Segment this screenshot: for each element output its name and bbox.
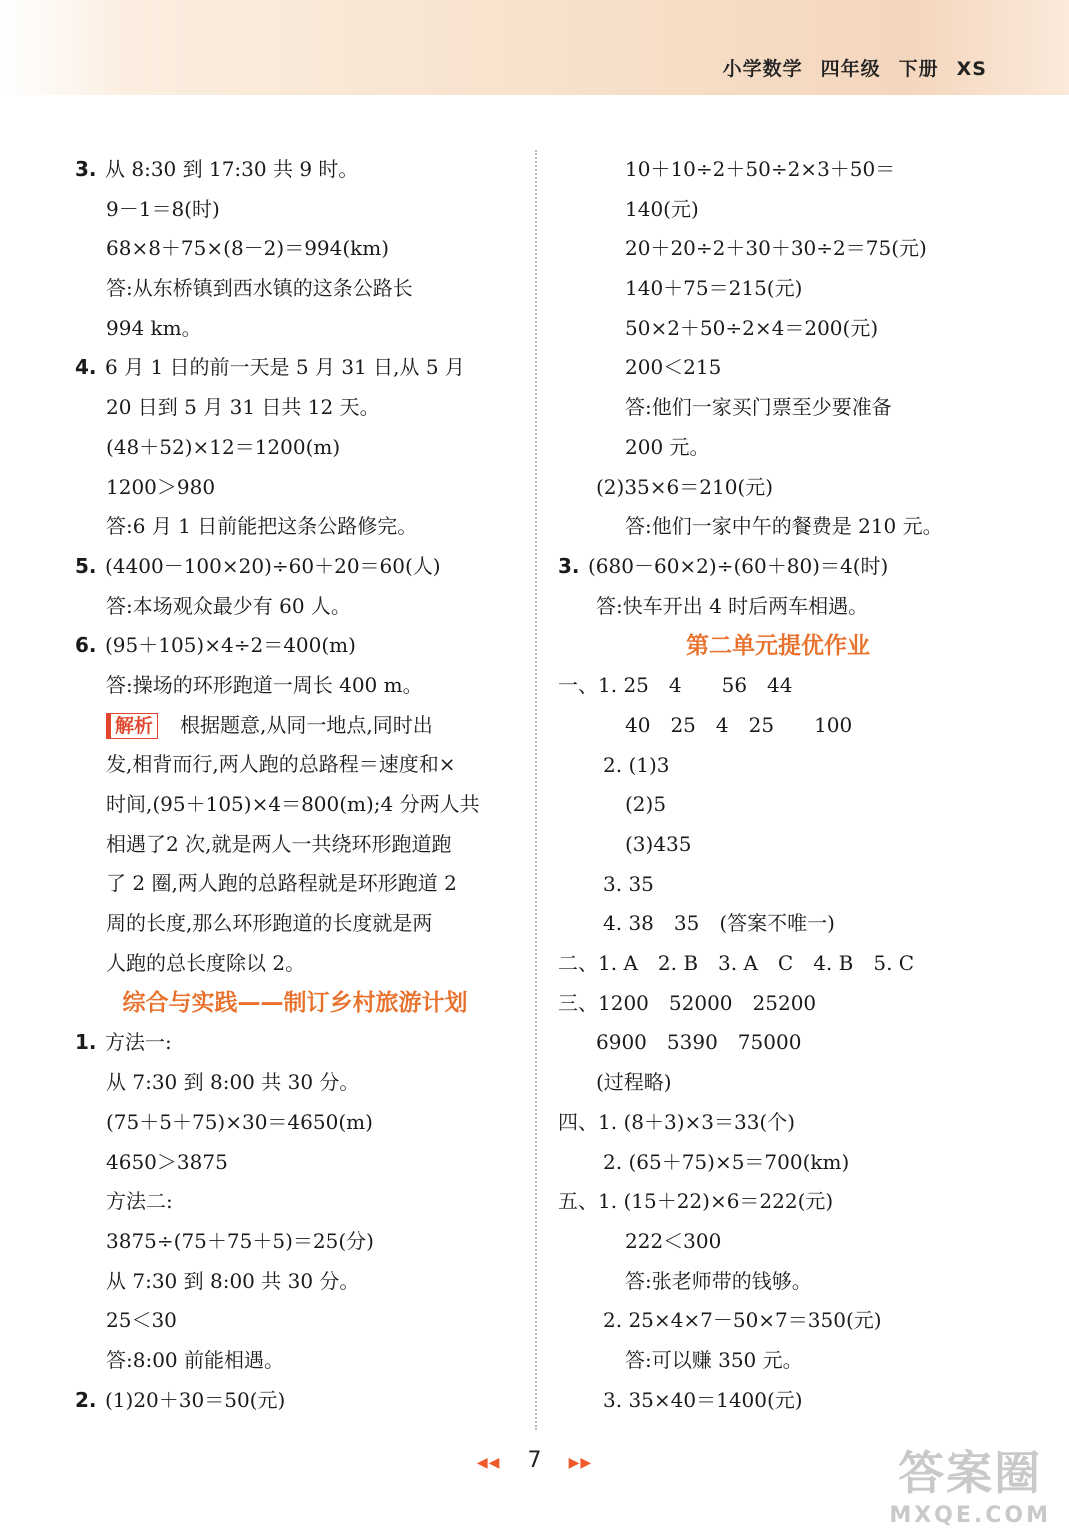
answer-line <box>558 944 998 984</box>
answer-line <box>558 666 998 706</box>
answer-line <box>558 865 998 905</box>
answer-line <box>75 825 515 865</box>
answer-line <box>558 1103 998 1143</box>
answer-text: 方法一: <box>105 1030 172 1055</box>
answer-text: 200＜215 <box>625 355 722 380</box>
answer-text: 时间,(95＋105)×4＝800(m);4 分两人共 <box>106 792 480 816</box>
answer-text: 20 日到 5 月 31 日共 12 天。 <box>106 395 380 420</box>
answer-text: 方法二: <box>106 1189 173 1214</box>
answer-text: 答:可以赚 350 元。 <box>625 1347 803 1372</box>
book-header <box>705 54 987 81</box>
answer-line <box>558 229 998 269</box>
answer-text: 答:快车开出 4 时后两车相遇。 <box>596 593 869 618</box>
question-number: 5. <box>75 553 97 578</box>
right-column <box>558 150 998 1420</box>
answer-text: 2. 25×4×7－50×7＝350(元) <box>603 1308 882 1333</box>
answer-text: (2)5 <box>625 792 667 817</box>
answer-text: 140(元) <box>625 196 699 221</box>
answer-line <box>75 1143 515 1183</box>
answer-text: 2. (65＋75)×5＝700(km) <box>603 1149 850 1174</box>
answer-line <box>558 269 998 309</box>
left-column <box>75 150 515 1420</box>
answer-line <box>558 468 998 508</box>
answer-text: 答:他们一家买门票至少要准备 <box>625 395 892 420</box>
answer-line <box>75 1222 515 1262</box>
answer-text: 答:6 月 1 日前能把这条公路修完。 <box>106 514 418 539</box>
answer-text: 6 月 1 日的前一天是 5 月 31 日,从 5 月 <box>105 355 465 380</box>
analysis-tag: 解析 <box>106 713 158 739</box>
answer-line <box>75 309 515 349</box>
answer-line <box>558 348 998 388</box>
question-number: 1. <box>75 1030 97 1055</box>
answer-text: 三、1200 52000 25200 <box>558 990 817 1015</box>
answer-line <box>75 1063 515 1103</box>
answer-line <box>75 864 515 904</box>
answer-text: 2. (1)3 <box>603 752 670 777</box>
answer-text: (1)20＋30＝50(元) <box>105 1387 286 1412</box>
header-grade: 四年级 <box>820 58 881 80</box>
answer-line <box>558 706 998 746</box>
answer-text: 二、1. A 2. B 3. A C 4. B 5. C <box>558 951 915 976</box>
answer-line <box>558 1301 998 1341</box>
answer-text: 4650＞3875 <box>106 1149 228 1174</box>
section-title: 综合与实践——制订乡村旅游计划 <box>122 990 468 1017</box>
answer-text: 3875÷(75＋75＋5)＝25(分) <box>106 1228 374 1253</box>
answer-line <box>75 269 515 309</box>
answer-line <box>558 507 998 547</box>
answer-line <box>75 1341 515 1381</box>
answer-line <box>75 348 515 388</box>
answer-text: 四、1. (8＋3)×3＝33(个) <box>558 1109 796 1134</box>
answer-text: 周的长度,那么环形跑道的长度就是两 <box>106 911 433 936</box>
answer-text: 1200＞980 <box>106 474 216 499</box>
answer-line <box>75 666 515 706</box>
answer-text: 10＋10÷2＋50÷2×3＋50＝ <box>625 157 896 181</box>
page-number: 7 <box>527 1448 542 1473</box>
answer-text: 答:张老师带的钱够。 <box>625 1268 812 1293</box>
answer-text: 200 元。 <box>625 434 710 459</box>
answer-line <box>558 984 998 1024</box>
answer-line <box>558 1063 998 1103</box>
answer-text: 答:他们一家中午的餐费是 210 元。 <box>625 514 943 539</box>
answer-line <box>75 229 515 269</box>
answer-line <box>558 746 998 786</box>
answer-text: 一、1. 25 4 56 44 <box>558 673 793 698</box>
answer-text: 根据题意,从同一地点,同时出 <box>180 712 433 737</box>
answer-line <box>558 1182 998 1222</box>
answer-line <box>75 1182 515 1222</box>
answer-text: (680－60×2)÷(60＋80)＝4(时) <box>588 553 889 578</box>
watermark-logo: 答案圈 MXQE.COM <box>889 1446 1051 1528</box>
answer-line <box>75 1301 515 1341</box>
answer-text: (95＋105)×4÷2＝400(m) <box>105 633 356 658</box>
answer-line <box>75 428 515 468</box>
answer-line <box>75 388 515 428</box>
answer-text: 答:从东桥镇到西水镇的这条公路长 <box>106 276 413 301</box>
answer-text: 6900 5390 75000 <box>596 1030 802 1055</box>
answer-text: 4. 38 35 (答案不唯一) <box>603 911 835 936</box>
header-subject: 小学数学 <box>722 58 803 80</box>
answer-line <box>558 309 998 349</box>
answer-line <box>75 587 515 627</box>
answer-line <box>75 1103 515 1143</box>
answer-text: 答:操场的环形跑道一周长 400 m。 <box>106 672 423 697</box>
answer-line <box>75 1381 515 1421</box>
answer-text: 994 km。 <box>106 315 202 340</box>
answer-text: 发,相背而行,两人跑的总路程＝速度和× <box>106 752 456 777</box>
answer-text: 68×8＋75×(8－2)＝994(km) <box>106 236 390 261</box>
answer-text: (2)35×6＝210(元) <box>596 474 774 499</box>
answer-line <box>558 825 998 865</box>
answer-text: 从 8:30 到 17:30 共 9 时。 <box>105 157 359 181</box>
answer-line <box>75 547 515 587</box>
next-page-icon[interactable]: ▶▶ <box>568 1455 593 1471</box>
question-number: 3. <box>75 157 97 181</box>
answer-line <box>558 785 998 825</box>
answer-line <box>558 428 998 468</box>
section-title: 第二单元提优作业 <box>686 633 870 660</box>
answer-line <box>558 547 998 587</box>
answer-line <box>75 706 515 746</box>
answer-text: 3. 35×40＝1400(元) <box>603 1387 803 1412</box>
answer-text: 9－1＝8(时) <box>106 196 220 221</box>
answer-text: 相遇了2 次,就是两人一共绕环形跑道跑 <box>106 831 452 856</box>
answer-text: 了 2 圈,两人跑的总路程就是环形跑道 2 <box>106 871 457 896</box>
question-number: 6. <box>75 633 97 658</box>
answer-line <box>75 626 515 666</box>
answer-line <box>75 944 515 984</box>
answer-line <box>75 1262 515 1302</box>
answer-line <box>558 587 998 627</box>
answer-text: 答:本场观众最少有 60 人。 <box>106 593 351 618</box>
answer-line <box>75 190 515 230</box>
question-number: 4. <box>75 355 97 380</box>
answer-text: 140＋75＝215(元) <box>625 276 803 301</box>
answer-line <box>75 785 515 825</box>
column-divider <box>535 150 537 1430</box>
answer-line <box>75 904 515 944</box>
answer-text: (3)435 <box>625 832 692 856</box>
answer-line <box>558 1023 998 1063</box>
answer-text: 从 7:30 到 8:00 共 30 分。 <box>106 1070 360 1095</box>
answer-text: 3. 35 <box>603 871 654 896</box>
answer-text: 五、1. (15＋22)×6＝222(元) <box>558 1189 834 1214</box>
prev-page-icon[interactable]: ◀◀ <box>476 1455 501 1471</box>
answer-line <box>75 468 515 508</box>
answer-line <box>75 745 515 785</box>
answer-text: (48＋52)×12＝1200(m) <box>106 434 341 459</box>
answer-text: 25＜30 <box>106 1308 177 1333</box>
question-number: 3. <box>558 553 580 578</box>
answer-line <box>75 1023 515 1063</box>
answer-text: 答:8:00 前能相遇。 <box>106 1347 285 1372</box>
answer-line <box>558 388 998 428</box>
answer-text: (过程略) <box>596 1070 672 1095</box>
answer-line <box>558 1262 998 1302</box>
answer-line <box>558 150 998 190</box>
answer-text: 从 7:30 到 8:00 共 30 分。 <box>106 1268 360 1293</box>
answer-text: (75＋5＋75)×30＝4650(m) <box>106 1109 373 1134</box>
answer-text: 222＜300 <box>625 1228 722 1253</box>
answer-text: 20＋20÷2＋30＋30÷2＝75(元) <box>625 236 927 261</box>
answer-text: 40 25 4 25 100 <box>625 712 853 737</box>
answer-text: (4400－100×20)÷60＋20＝60(人) <box>105 553 441 578</box>
question-number: 2. <box>75 1387 97 1412</box>
answer-line <box>558 1341 998 1381</box>
answer-text: 50×2＋50÷2×4＝200(元) <box>625 315 879 340</box>
answer-line <box>75 507 515 547</box>
header-volume: 下册 <box>898 58 939 80</box>
header-edition: XS <box>956 58 987 80</box>
answer-text: 人跑的总长度除以 2。 <box>106 950 306 975</box>
answer-line <box>558 904 998 944</box>
answer-line <box>558 1222 998 1262</box>
answer-line <box>75 150 515 190</box>
answer-line <box>558 1143 998 1183</box>
answer-line <box>558 190 998 230</box>
answer-line <box>558 1381 998 1421</box>
